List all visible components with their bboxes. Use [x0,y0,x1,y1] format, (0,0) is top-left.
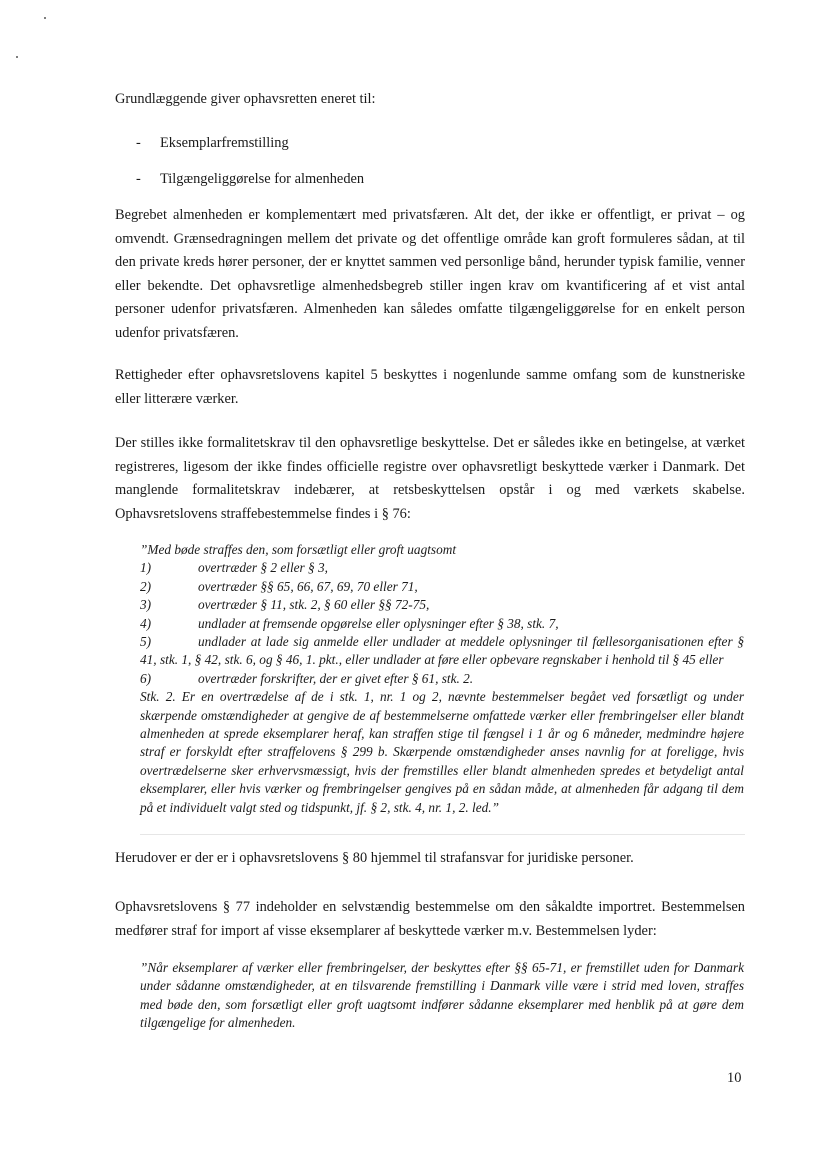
item-text: overtræder forskrifter, der er givet efter § 61, stk. 2. [198,670,474,686]
item-text: overtræder § 2 eller § 3, [198,560,328,576]
paragraph-section-80: Herudover er der er i ophavsretslovens § 80 hjemmel til strafansvar for juridiske personer. [115,850,634,866]
quote-item [140,578,744,596]
quote-item [140,596,744,614]
quote-section-77: ”Når eksemplarer af værker eller frembringelser, der beskyttes efter §§ 65-71, er fremstillet uden for Danmark under sådanne omstændigheder, at en tilsvarende fremstilling i Danmark ville være i strid med loven, straffes med bøde den, som forsætligt eller groft uagtsomt indfører sådanne eksemplarer med henblik på at gøre dem tilgængelige for almenheden. [140,960,744,1031]
quote-stk-2: Stk. 2. Er en overtrædelse af de i stk. 1, nr. 1 og 2, nævnte bestemmelser begået ved forsætligt og under skærpende omstændigheder at gengive de af bestemmelserne omfattede værker eller frembringelser eller blandt almenheden at sprede eksemplarer heraf, kan straffen stige til fængsel i 1 år og 6 måneder, medmindre højere straf er forskyldt efter straffelovens § 299 b. Skærpende omstændigheder anses navnlig for at foreligge, hvis overtrædelserne sker erhvervsmæssigt, hvis der fremstilles eller blandt almenheden spredes et betydeligt antal eksemplarer, eller hvis værker og frembringelser gengives på en sådan måde, at almenheden får adgang til dem på et individuelt valgt sted og tidspunkt, jf. § 2, stk. 4, nr. 1, 2. led.” [140,689,744,815]
item-number: 2) [140,578,152,594]
item-number: 3) [140,597,152,613]
list-item [136,132,364,168]
intro-paragraph: Grundlæggende giver ophavsretten eneret til: [115,91,376,107]
scan-speck [16,56,18,58]
quote-item [140,633,744,670]
item-text: undlader at lade sig anmelde eller undlader at meddele oplysninger til fællesorganisationen efter § 41, stk. 1, § 42, stk. 6, og § 46, 1. pkt., eller undlader at føre eller opbevare regnskaber i henhold til § 45 eller [140,634,744,668]
page-number: 10 [727,1070,742,1086]
paragraph-section-77: Ophavsretslovens § 77 indeholder en selvstændig bestemmelse om den såkaldte importret. Bestemmelsen medfører straf for import af visse eksemplarer af beskyttede værker m.v. Bestemmelsen lyder: [115,899,745,939]
item-number: 5) [140,634,152,650]
quote-item [140,670,744,688]
quote-opening: ”Med bøde straffes den, som forsætligt eller groft uagtsomt [140,542,457,557]
item-number: 1) [140,560,152,576]
paragraph-formalitetskrav: Der stilles ikke formalitetskrav til den ophavsretlige beskyttelse. Det er således ikke en betingelse, at værket registreres, ligesom der ikke findes officielle registre over ophavsretligt beskyttede værker i Danmark. Det manglende formalitetskrav indebærer, at retsbeskyttelsen opstår i og med værkets skabelse. Ophavsretslovens straffebestemmelse findes i § 76: [115,435,745,522]
item-text: overtræder § 11, stk. 2, § 60 eller §§ 72-75, [198,597,430,613]
bullet-dash: - [136,135,141,151]
item-text: undlader at fremsende opgørelse eller oplysninger efter § 38, stk. 7, [198,615,559,631]
scan-speck [44,17,46,19]
quote-item [140,559,744,577]
paragraph-almenheden: Begrebet almenheden er komplementært med privatsfæren. Alt det, der ikke er offentligt, er privat – og omvendt. Grænsedragningen mellem det private og det offentlige område kan groft formuleres sådan, at til den private kreds hører personer, der er knyttet sammen ved personlige bånd, herunder typisk familie, venner eller bekendte. Det ophavsretlige almenhedsbegreb stiller ingen krav om kvantificering af et vist antal personer udenfor privatsfæren. Almenheden kan således omfatte tilgængeliggørelse for en enkelt person udenfor privatsfæren. [115,207,745,341]
bullet-text: Tilgængeliggørelse for almenheden [160,171,365,187]
list-item [136,168,364,204]
bullet-dash: - [136,171,141,187]
bullet-text: Eksemplarfremstilling [160,135,289,151]
paragraph-kapitel-5: Rettigheder efter ophavsretslovens kapitel 5 beskyttes i nogenlunde samme omfang som de kunstneriske eller litterære værker. [115,367,745,407]
item-number: 6) [140,670,152,686]
quote-item [140,615,744,633]
divider [140,834,745,835]
item-text: overtræder §§ 65, 66, 67, 69, 70 eller 71, [198,578,418,594]
bullet-list [136,132,364,204]
quote-section-76 [140,541,744,817]
item-number: 4) [140,615,152,631]
